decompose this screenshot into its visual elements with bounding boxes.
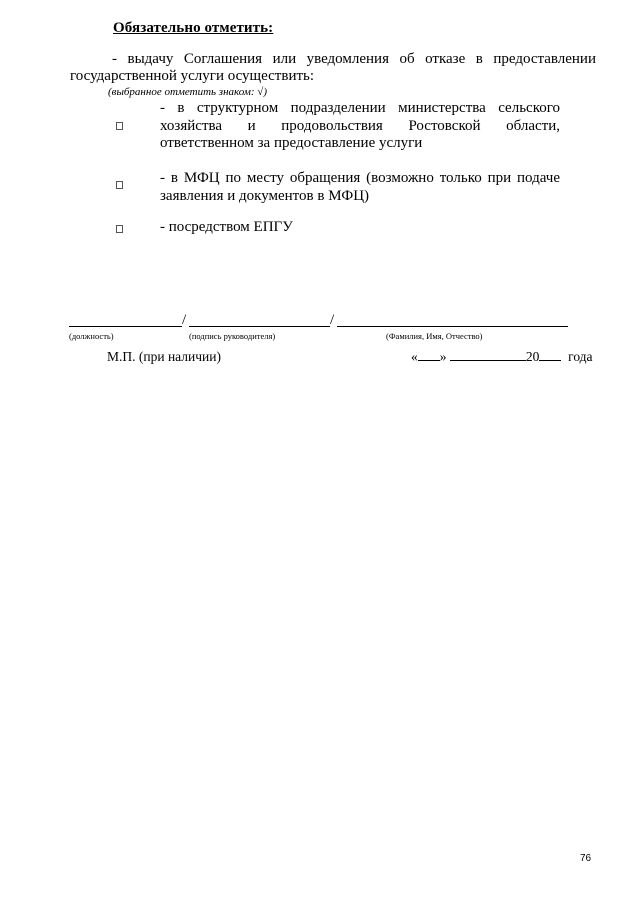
full-name-label: (Фамилия, Имя, Отчество) bbox=[386, 331, 483, 341]
date-century: 20 bbox=[525, 349, 540, 364]
position-line[interactable] bbox=[69, 326, 182, 327]
option-epgu-checkbox[interactable] bbox=[116, 225, 123, 233]
full-name-line[interactable] bbox=[337, 326, 568, 327]
date-day-blank[interactable] bbox=[418, 349, 440, 361]
option-department-checkbox[interactable] bbox=[116, 122, 123, 130]
signature-separator-2: / bbox=[330, 312, 335, 328]
delivery-instruction-line-1: - выдачу Соглашения или уведомления об отказе в предоставлении bbox=[112, 51, 596, 67]
option-department-line-1: - в структурном подразделении министерства сельского bbox=[160, 100, 560, 116]
signature-separator-1: / bbox=[182, 312, 187, 328]
date-open-quote: « bbox=[411, 349, 418, 364]
option-mfc-line-1: - в МФЦ по месту обращения (возможно только при подаче bbox=[160, 170, 560, 186]
option-department-text bbox=[160, 100, 560, 153]
delivery-instruction-line-2: государственной услуги осуществить: bbox=[70, 68, 315, 84]
selection-hint: (выбранное отметить знаком: √) bbox=[108, 86, 268, 98]
option-epgu-text bbox=[160, 219, 560, 237]
option-department-line-2: хозяйства и продовольствия Ростовской области, bbox=[160, 117, 560, 134]
page-number: 76 bbox=[580, 853, 592, 864]
section-heading: Обязательно отметить: bbox=[113, 20, 274, 36]
date-suffix: года bbox=[568, 349, 593, 364]
seal-note: М.П. (при наличии) bbox=[107, 349, 221, 364]
option-mfc-checkbox[interactable] bbox=[116, 181, 123, 189]
date-year-blank[interactable] bbox=[539, 349, 561, 361]
date-month-blank[interactable] bbox=[450, 349, 526, 361]
delivery-instruction bbox=[70, 51, 596, 85]
option-mfc-line-2: заявления и документов в МФЦ) bbox=[160, 187, 370, 204]
option-department-line-3: ответственном за предоставление услуги bbox=[160, 135, 423, 151]
option-epgu-line-1: - посредством ЕПГУ bbox=[160, 219, 293, 235]
option-mfc-text bbox=[160, 170, 560, 205]
date-close-quote: » bbox=[439, 349, 447, 364]
date-field bbox=[411, 349, 593, 365]
signature-label: (подпись руководителя) bbox=[189, 331, 276, 341]
signature-line[interactable] bbox=[189, 326, 330, 327]
position-label: (должность) bbox=[69, 331, 114, 341]
